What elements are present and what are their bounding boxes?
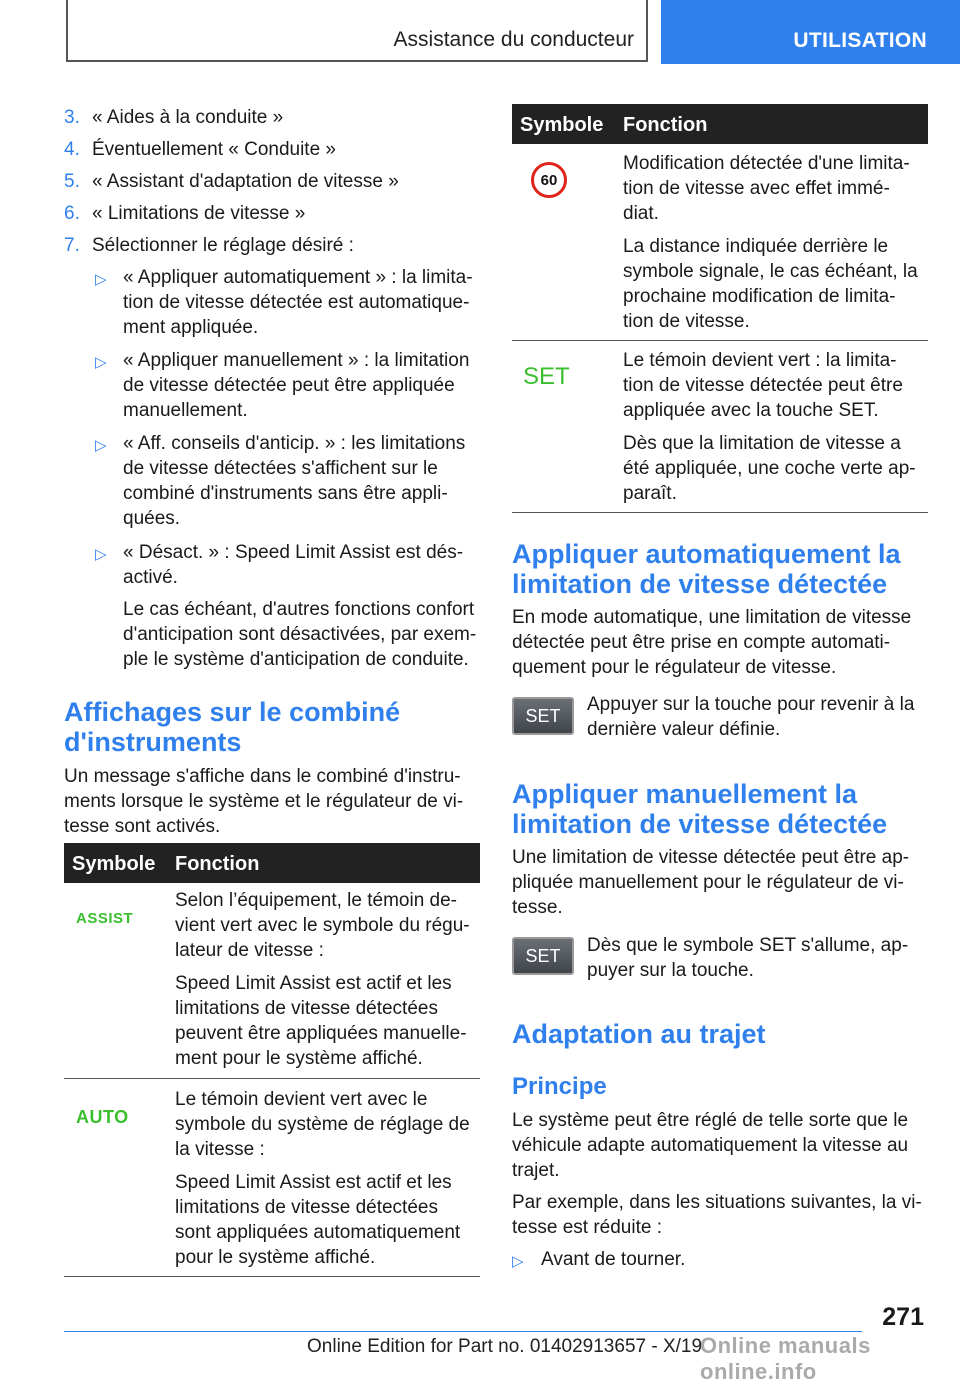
row-description: Le témoin devient vert avec le symbole du système de réglage de la vitesse : Speed Limit Assist est actif et les limitations de vitesse détectées sont appliquées automatiquement pour le système affiché. bbox=[175, 1089, 470, 1268]
route-body-1: Le système peut être réglé de telle sorte que le véhicule adapte automatiquement la vitesse au trajet. bbox=[512, 1110, 909, 1181]
bullet-text bbox=[123, 348, 483, 423]
section-heading-auto: Appliquer automatiquement la limitation de vitesse détectée bbox=[512, 539, 901, 599]
bullet-line: combiné d'instruments sans être appli- bbox=[123, 483, 448, 504]
col-header-function: Fonction bbox=[175, 853, 260, 875]
footer-divider bbox=[64, 1331, 862, 1332]
set-button-icon: SET bbox=[512, 697, 574, 735]
bullet-text bbox=[123, 431, 483, 531]
section-heading-display: Affichages sur le combiné d'instruments bbox=[64, 697, 401, 757]
step-number: 6. bbox=[64, 203, 80, 224]
bullet-line: « Aff. conseils d'anticip. » : les limitations bbox=[123, 433, 466, 454]
bullet-line: manuellement. bbox=[123, 400, 248, 421]
set-button-icon: SET bbox=[512, 937, 574, 975]
table-header bbox=[512, 104, 928, 144]
bullet-marker-icon: ▷ bbox=[95, 437, 107, 454]
speed-limit-sign-icon bbox=[531, 162, 567, 198]
set-button-description: Appuyer sur la touche pour revenir à la dernière valeur définie. bbox=[587, 694, 915, 740]
auto-symbol-icon: AUTO bbox=[76, 1107, 129, 1127]
step-number: 7. bbox=[64, 235, 80, 256]
page-number: 271 bbox=[882, 1303, 924, 1331]
bullet-line: « Désact. » : Speed Limit Assist est dés- bbox=[123, 542, 464, 563]
table-divider bbox=[64, 1276, 480, 1277]
step-number: 4. bbox=[64, 139, 80, 160]
bullet-text bbox=[123, 540, 483, 590]
header-chapter-tab bbox=[661, 0, 960, 64]
table-header bbox=[64, 843, 480, 883]
table-divider bbox=[512, 512, 928, 513]
table-divider bbox=[64, 1078, 480, 1079]
set-symbol-icon: SET bbox=[523, 363, 570, 390]
note-line: d'anticipation sont désactivées, par exem- bbox=[123, 624, 477, 645]
bullet-marker-icon: ▷ bbox=[95, 271, 107, 288]
route-body-2: Par exemple, dans les situations suivantes, la vi- tesse est réduite : bbox=[512, 1192, 922, 1238]
row-description: Modification détectée d'une limita- tion de vitesse avec effet immé- diat. La distance indiquée derrière le symbole signale, le cas échéant, la prochaine modification de limita- tion de vitesse. bbox=[623, 153, 918, 332]
col-header-symbol: Symbole bbox=[72, 853, 156, 875]
subsection-heading-principle: Principe bbox=[512, 1073, 607, 1100]
header-section-title: Assistance du conducteur bbox=[393, 28, 634, 51]
bullet-line: quées. bbox=[123, 508, 181, 529]
bullet-line: « Appliquer automatiquement » : la limita- bbox=[123, 267, 473, 288]
header-chapter-label: UTILISATION bbox=[793, 29, 927, 52]
section-heading-manual: Appliquer manuellement la limitation de vitesse détectée bbox=[512, 779, 888, 839]
assist-symbol-icon: ASSIST bbox=[76, 910, 134, 927]
row-description: Le témoin devient vert : la limita- tion de vitesse détectée peut être appliquée avec la touche SET. Dès que la limitation de vitesse a été appliquée, une coche verte ap- paraît. bbox=[623, 350, 916, 504]
bullet-line: de vitesse détectées s'affichent sur le bbox=[123, 458, 438, 479]
step-number: 5. bbox=[64, 171, 80, 192]
bullet-marker-icon: ▷ bbox=[512, 1253, 524, 1270]
step-text: Éventuellement « Conduite » bbox=[92, 139, 336, 160]
header-section-box bbox=[66, 0, 648, 62]
col-header-symbol: Symbole bbox=[520, 114, 604, 136]
step-text: « Limitations de vitesse » bbox=[92, 203, 306, 224]
bullet-note bbox=[123, 597, 483, 672]
note-line: Le cas échéant, d'autres fonctions confort bbox=[123, 599, 475, 620]
bullet-text bbox=[123, 265, 483, 340]
section-body-display: Un message s'affiche dans le combiné d'instru- ments lorsque le système et le régulateur de vi- tesse sont activés. bbox=[64, 766, 464, 837]
table-divider bbox=[512, 340, 928, 341]
step-number: 3. bbox=[64, 107, 80, 128]
col-header-function: Fonction bbox=[623, 114, 708, 136]
section-body-manual: Une limitation de vitesse détectée peut être ap- pliquée manuellement pour le régulateur de vi- tesse. bbox=[512, 847, 910, 918]
note-line: ple le système d'anticipation de conduite. bbox=[123, 649, 469, 670]
speed-limit-value: 60 bbox=[540, 172, 558, 189]
set-button-description: Dès que le symbole SET s'allume, ap- puyer sur la touche. bbox=[587, 935, 909, 981]
bullet-line: « Appliquer manuellement » : la limitation bbox=[123, 350, 470, 371]
bullet-text: Avant de tourner. bbox=[541, 1249, 686, 1270]
section-body-auto: En mode automatique, une limitation de vitesse détectée peut être prise en compte automati- quement pour le régulateur de vitesse. bbox=[512, 607, 912, 678]
bullet-line: activé. bbox=[123, 567, 178, 588]
bullet-marker-icon: ▷ bbox=[95, 354, 107, 371]
step-text: Sélectionner le réglage désiré : bbox=[92, 235, 354, 256]
bullet-line: ment appliquée. bbox=[123, 317, 259, 338]
footer-watermark: Online manuals online.info bbox=[700, 1333, 871, 1384]
section-heading-route: Adaptation au trajet bbox=[512, 1019, 766, 1049]
step-text: « Aides à la conduite » bbox=[92, 107, 284, 128]
bullet-line: tion de vitesse détectée est automatique- bbox=[123, 292, 470, 313]
step-text: « Assistant d'adaptation de vitesse » bbox=[92, 171, 399, 192]
bullet-line: de vitesse détectée peut être appliquée bbox=[123, 375, 455, 396]
numbered-steps bbox=[64, 105, 480, 265]
bullet-marker-icon: ▷ bbox=[95, 546, 107, 563]
row-description: Selon l’équipement, le témoin de- vient vert avec le symbole du régu- lateur de vitesse : Speed Limit Assist est actif et les limitations de vitesse détectées peuvent être appliquées manuelle- ment pour le système affiché. bbox=[175, 890, 470, 1069]
footer-edition: Online Edition for Part no. 01402913657 - X/19 bbox=[307, 1336, 703, 1357]
